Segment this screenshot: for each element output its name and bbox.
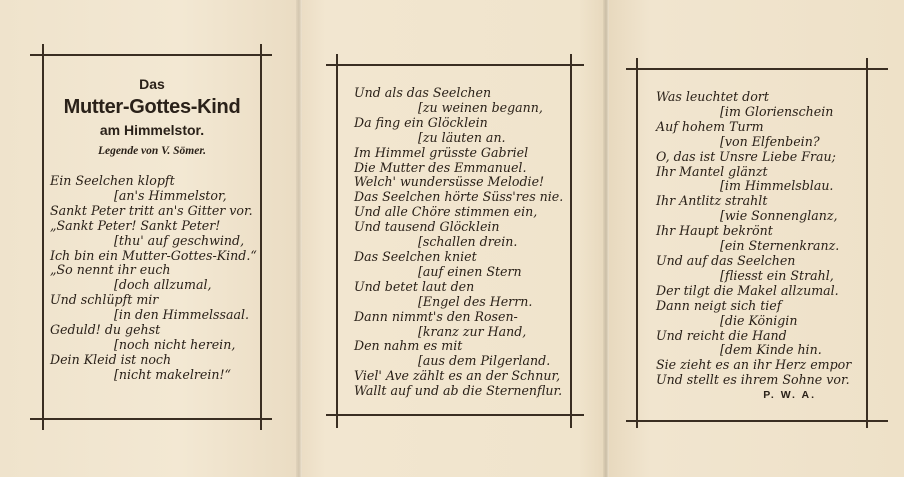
poem-line: „Sankt Peter! Sankt Peter! [50, 217, 221, 233]
panel-left-text [50, 74, 257, 383]
poem-line: [fliesst ein Strahl, [720, 267, 834, 283]
poem-line: Und als das Seelchen [354, 85, 492, 100]
poem-line: [von Elfenbein? [720, 133, 820, 149]
poem-line: Und alle Chöre stimmen ein, [354, 204, 538, 220]
poem-stanza-2 [354, 86, 576, 399]
poem-line: [dem Kinde hin. [720, 342, 822, 358]
poem-line: [nicht makelrein!“ [114, 366, 231, 382]
poem-line: [thu' auf geschwind, [114, 232, 245, 248]
poem-line: Geduld! du gehst [50, 322, 161, 338]
poem-line: Der tilgt die Makel allzumal. [656, 282, 839, 298]
frame-line-bottom [326, 414, 584, 416]
frame-line-left [636, 58, 638, 428]
fold-crease-right [603, 0, 609, 477]
poem-stanza-1 [50, 173, 257, 383]
poem-line: Ein Seelchen klopft [50, 173, 175, 188]
poem-line: Das Seelchen hörte Süss'res nie. [354, 189, 564, 205]
poem-line: [im Himmelsblau. [720, 178, 834, 194]
poem-line: Im Himmel grüsste Gabriel [354, 144, 529, 160]
panel-middle [326, 54, 584, 428]
frame-line-bottom [30, 418, 272, 420]
frame-line-top [626, 68, 888, 70]
poem-line: [kranz zur Hand, [418, 323, 527, 339]
poem-line: Viel' Ave zählt es an der Schnur, [354, 368, 561, 384]
poem-line: [wie Sonnenglanz, [720, 208, 838, 224]
poem-line: Ihr Mantel glänzt [656, 163, 768, 179]
panel-left [30, 44, 272, 430]
panel-right-text [656, 90, 866, 401]
title-main: Mutter-Gottes-Kind [63, 96, 241, 118]
poem-line: [in den Himmelssaal. [114, 307, 250, 323]
poem-line: [im Glorienschein [720, 103, 834, 119]
poem-line: Da fing ein Glöcklein [354, 114, 488, 130]
poem-line: Ihr Antlitz strahlt [656, 193, 768, 209]
poem-line: [die Königin [720, 312, 798, 328]
frame-line-top [326, 64, 584, 66]
poem-line: Und auf das Seelchen [656, 252, 796, 268]
signature-initials: P. W. A. [763, 389, 816, 402]
poem-line: Auf hohem Turm [656, 118, 764, 134]
poem-line: Und stellt es ihrem Sohne vor. [656, 372, 850, 388]
title-bottom: am Himmelstor. [99, 122, 205, 138]
poem-line: Welch' wundersüsse Melodie! [354, 174, 545, 190]
poem-line: [noch nicht herein, [114, 336, 236, 352]
poem-line: Das Seelchen kniet [354, 248, 477, 264]
panel-right [626, 58, 888, 428]
poem-line: Dann nimmt's den Rosen- [354, 308, 518, 324]
poem-line: [zu läuten an. [418, 129, 506, 145]
fold-crease-left [296, 0, 302, 477]
poem-line: [zu weinen begann, [418, 99, 543, 115]
frame-line-bottom [626, 420, 888, 422]
poem-line: Und betet laut den [354, 278, 475, 294]
poem-line: Wallt auf und ab die Sternenflur. [354, 383, 563, 399]
poem-line: Ihr Haupt bekrönt [656, 223, 773, 239]
poem-line: Den nahm es mit [354, 338, 463, 354]
poem-line: [doch allzumal, [114, 277, 212, 293]
poem-line: O, das ist Unsre Liebe Frau; [656, 148, 836, 164]
poem-line: Sie zieht es an ihr Herz empor [656, 357, 852, 373]
frame-line-right [866, 58, 868, 428]
poem-line: [Engel des Herrn. [418, 293, 533, 309]
poem-line: [an's Himmelstor, [114, 187, 227, 203]
frame-line-left [336, 54, 338, 428]
title-top: Das [139, 76, 165, 92]
poem-stanza-3 [656, 90, 866, 388]
poem-line: Dann neigt sich tief [656, 297, 782, 313]
poem-line: Sankt Peter tritt an's Gitter vor. [50, 202, 253, 218]
poem-line: Und schlüpft mir [50, 292, 159, 308]
poem-line: Was leuchtet dort [656, 89, 769, 104]
frame-line-top [30, 54, 272, 56]
poem-line: [schallen drein. [418, 234, 518, 250]
poem-line: Die Mutter des Emmanuel. [354, 159, 527, 175]
poem-line: Dein Kleid ist noch [50, 351, 172, 367]
poem-line: „So nennt ihr euch [50, 262, 171, 278]
frame-line-left [42, 44, 44, 430]
poem-line: [ein Sternenkranz. [720, 238, 840, 254]
poem-line: [aus dem Pilgerland. [418, 353, 551, 369]
poem-line: Und tausend Glöcklein [354, 219, 500, 235]
panel-middle-text [354, 86, 576, 399]
frame-line-right [260, 44, 262, 430]
poem-line: [auf einen Stern [418, 263, 522, 279]
author-line: Legende von V. Sömer. [97, 145, 207, 157]
poem-line: Und reicht die Hand [656, 327, 787, 343]
poem-line: Ich bin ein Mutter-Gottes-Kind.“ [50, 247, 257, 263]
